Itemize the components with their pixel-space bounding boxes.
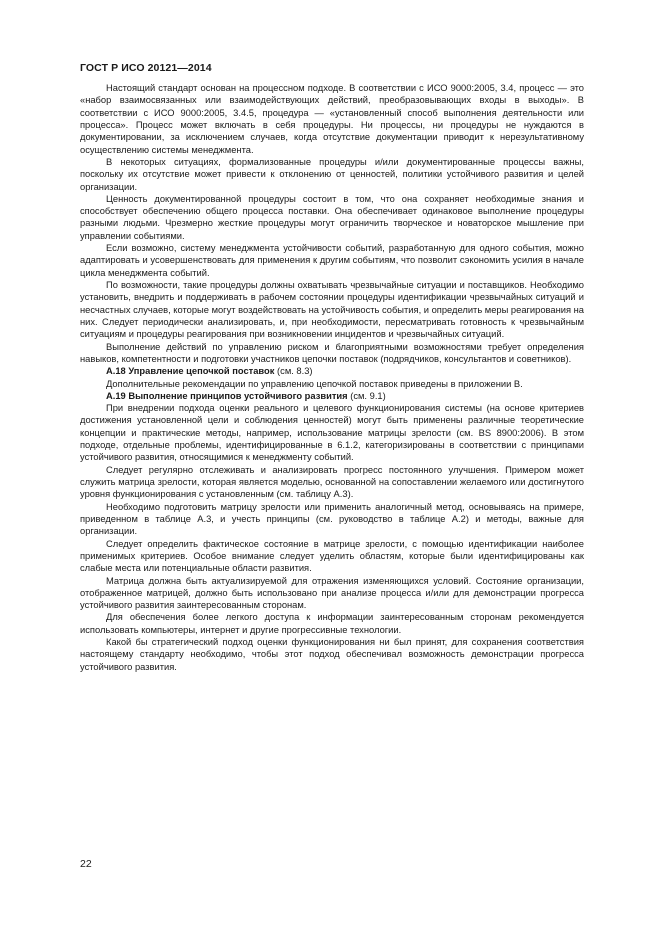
paragraph: Ценность документированной процедуры состоит в том, что она сохраняет необходимые знания и способствует обеспечению общего процесса поставки. Она обеспечивает одинаковое выполнение процедуры разными людьми. Чрезмерно жесткие процедуры могут ограничить творческое и новаторское мышление при управлении событиями. bbox=[80, 193, 584, 241]
paragraph: При внедрении подхода оценки реального и целевого функционирования системы (на основе критериев достижения установленной цели и соблюдения ценностей) могут быть применены различные теоретические концепции и практические методы, например, использование матрицы зрелости (см. BS 8900:2006). В этом подходе, отдельные проблемы, идентифицированные в 6.1.2, категоризированы в соответствии с принципами устойчивого развития, относящимися к менеджменту событий. bbox=[80, 403, 584, 463]
section-reference: (см. 9.1) bbox=[347, 390, 386, 401]
paragraph: Настоящий стандарт основан на процессном подходе. В соответствии с ИСО 9000:2005, 3.4, процесс — это «набор взаимосвязанных или взаимодействующих действий, преобразовывающих входы в выходы». В соответствии с ИСО 9000:2005, 3.4.5, процедура — «установленный способ выполнения деятельности или процесса». Процесс может включать в себя процедуры. Ни процессы, ни процедуры не нуждаются в документировании, за исключением случаев, когда отсутствие документации приводит к нерезультативному осуществлению системы менеджмента. bbox=[80, 83, 584, 155]
section-reference: (см. 8.3) bbox=[274, 366, 313, 377]
section-title: А.19 Выполнение принципов устойчивого развития bbox=[106, 390, 348, 401]
paragraph: Необходимо подготовить матрицу зрелости или применить аналогичный метод, основываясь на примере, приведенном в таблице А.3, и учесть принципы (см. руководство в таблице А.2) и методы, важные для организации. bbox=[80, 501, 584, 537]
paragraph: Следует определить фактическое состояние в матрице зрелости, с помощью идентификации наиболее применимых критериев. Особое внимание следует уделить областям, которые были идентифицированы как слабые места или потенциальные области развития. bbox=[80, 538, 584, 574]
paragraph: Выполнение действий по управлению риском и благоприятными возможностями требует определения навыков, компетентности и подготовки участников цепочки поставок (подрядчиков, консультантов и советников). bbox=[80, 341, 584, 364]
document-header: ГОСТ Р ИСО 20121—2014 bbox=[80, 62, 212, 74]
paragraph: В некоторых ситуациях, формализованные процедуры и/или документированные процессы важны, поскольку их отсутствие может привести к отклонению от ценностей, политики устойчивого развития и целей организации. bbox=[80, 156, 584, 192]
paragraph: Дополнительные рекомендации по управлению цепочкой поставок приведены в приложении В. bbox=[106, 378, 523, 389]
paragraph: Матрица должна быть актуализируемой для отражения изменяющихся условий. Состояние организации, отображенное матрицей, должно быть использовано при анализе процесса и/или для демонстрации прогресса устойчивого развития заинтересованным сторонам. bbox=[80, 575, 584, 611]
document-body bbox=[80, 82, 584, 673]
paragraph: По возможности, такие процедуры должны охватывать чрезвычайные ситуации и поставщиков. Необходимо установить, внедрить и поддерживать в рабочем состоянии процедуры идентификации чрезвычайных ситуаций и несчастных случаев, которые могут воздействовать на устойчивость события, и определить меры реагирования на них. Следует периодически анализировать, и, при необходимости, пересматривать готовность к чрезвычайным ситуациям и процедуры реагирования при возникновении инцидентов и чрезвычайных ситуаций. bbox=[80, 280, 584, 340]
section-title: А.18 Управление цепочкой поставок bbox=[106, 366, 275, 377]
section-heading-a18 bbox=[80, 365, 584, 377]
section-heading-a19 bbox=[80, 390, 584, 402]
paragraph: Для обеспечения более легкого доступа к информации заинтересованным сторонам рекомендуется использовать компьютеры, интернет и другие прогрессивные технологии. bbox=[80, 612, 584, 635]
paragraph: Если возможно, систему менеджмента устойчивости событий, разработанную для одного события, можно адаптировать и усовершенствовать для применения к другим событиям, что позволит сэкономить усилия в начале цикла менеджмента событий. bbox=[80, 243, 584, 278]
page-number: 22 bbox=[80, 858, 92, 870]
paragraph: Какой бы стратегический подход оценки функционирования ни был принят, для сохранения соответствия настоящему стандарту необходимо, чтобы этот подход обеспечивал возможность демонстрации прогресса устойчивого развития. bbox=[80, 637, 584, 672]
paragraph: Следует регулярно отслеживать и анализировать прогресс постоянного улучшения. Примером может служить матрица зрелости, которая является моделью, основанной на сопоставлении желаемого или достигнутого уровня функционирования с установленным (см. таблицу А.3). bbox=[80, 464, 584, 500]
